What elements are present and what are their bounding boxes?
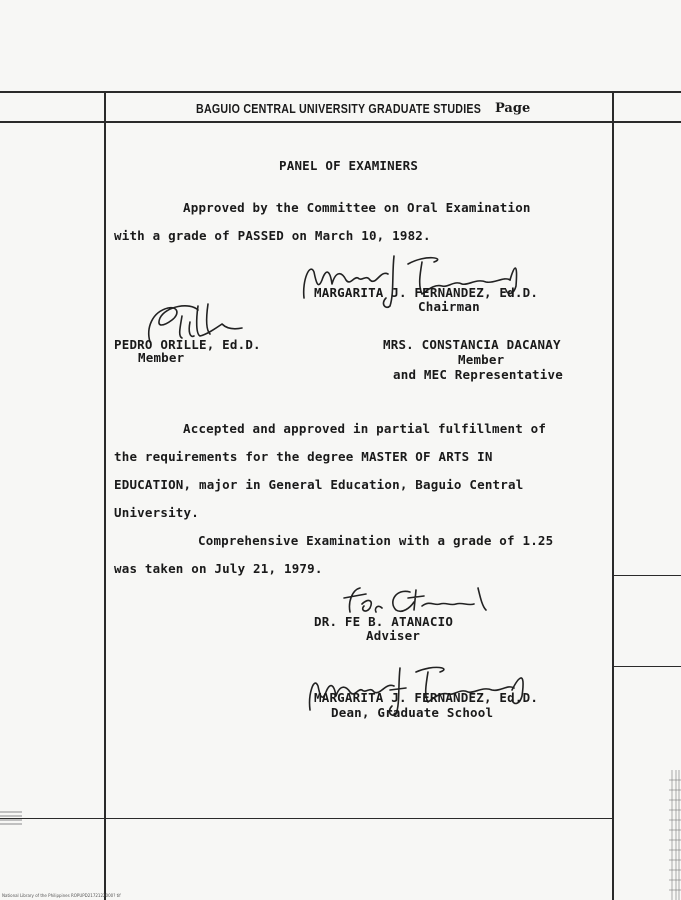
dean-name: MARGARITA J. FERNANDEZ, Ed.D. <box>314 690 539 705</box>
dean-role: Dean, Graduate School <box>331 705 494 720</box>
left-tick <box>0 121 10 123</box>
right-tick-1 <box>612 575 681 576</box>
page-label: Page <box>495 101 531 116</box>
adviser-name: DR. FE B. ATANACIO <box>314 614 454 629</box>
left-margin-rule <box>104 91 106 900</box>
acceptance-line-2: the requirements for the degree MASTER OF ARTS IN <box>114 449 493 464</box>
member2-name: MRS. CONSTANCIA DACANAY <box>383 337 561 352</box>
right-tick-2 <box>612 666 681 667</box>
scan-edge-left <box>0 808 22 828</box>
approval-line-1: Approved by the Committee on Oral Examination <box>183 200 531 215</box>
chairman-role: Chairman <box>418 299 480 314</box>
right-margin-rule <box>612 91 614 900</box>
page-title: PANEL OF EXAMINERS <box>279 158 419 173</box>
comprehensive-line-2: was taken on July 21, 1979. <box>114 561 323 576</box>
acceptance-line-1: Accepted and approved in partial fulfillment of <box>183 421 547 436</box>
acceptance-line-3: EDUCATION, major in General Education, Baguio Central <box>114 477 524 492</box>
member1-role: Member <box>138 350 185 365</box>
acceptance-line-4: University. <box>114 505 199 520</box>
header-rule <box>0 121 681 123</box>
member1-name: PEDRO ORILLE, Ed.D. <box>114 337 261 352</box>
institution-header: BAGUIO CENTRAL UNIVERSITY GRADUATE STUDIES <box>196 101 482 116</box>
member2-role: Member <box>458 352 505 367</box>
chairman-name: MARGARITA J. FERNANDEZ, Ed.D. <box>314 285 539 300</box>
scan-edge-right <box>669 770 681 900</box>
adviser-role: Adviser <box>366 628 421 643</box>
member2-role-extra: and MEC Representative <box>393 367 563 382</box>
top-rule <box>0 91 681 93</box>
bottom-rule <box>0 818 612 819</box>
scan-footer-note: National Library of the Philippines ROPUPD2172122000? tif <box>2 893 121 898</box>
approval-line-2: with a grade of PASSED on March 10, 1982. <box>114 228 431 243</box>
comprehensive-line-1: Comprehensive Examination with a grade of 1.25 <box>198 533 554 548</box>
